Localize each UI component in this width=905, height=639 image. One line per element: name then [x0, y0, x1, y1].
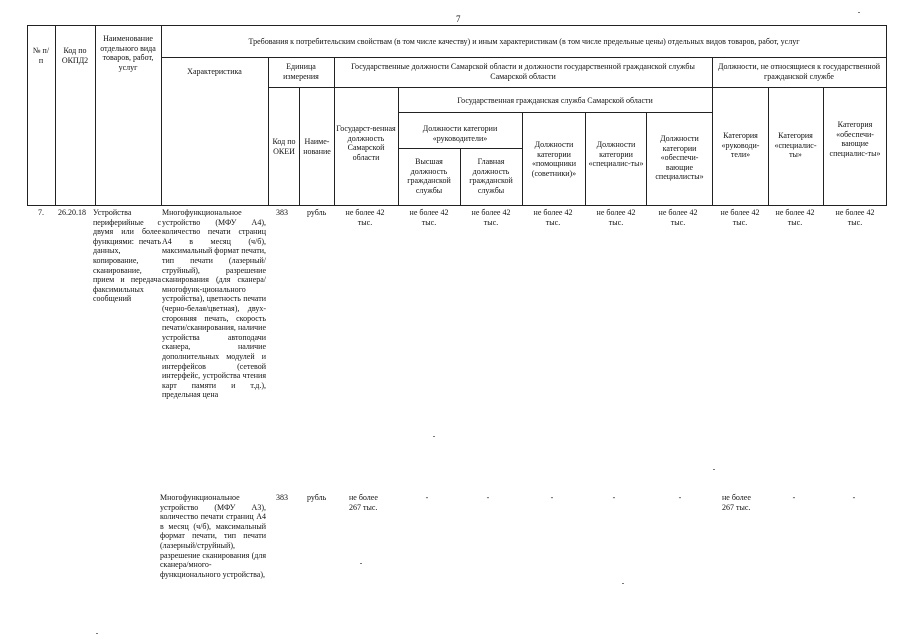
row-value-cat-specialists: - [792, 493, 796, 502]
col-border [460, 148, 461, 206]
header-unit-name: Наиме-нование [303, 137, 331, 156]
row-okei-code: 383 [276, 493, 288, 502]
table-border-top [27, 25, 887, 26]
header-num: № п/п [32, 46, 50, 65]
row-value-gov-position: не более 42 тыс. [345, 208, 385, 227]
col-border [646, 112, 647, 206]
col-border [398, 87, 399, 206]
row-item-name: Устройства периферийные с двумя или более функциями: печать данных, копирование, сканирование, прием и передача факсимильных сообщений [93, 208, 161, 304]
col-border [522, 112, 523, 206]
header-non-gov: Должности, не относящиеся к государственной гражданской службе [718, 62, 880, 81]
col-border [334, 57, 335, 206]
row-value-support: - [678, 493, 682, 502]
rule-unit-bottom [268, 87, 334, 88]
row-value-cat-support: - [852, 493, 856, 502]
col-border [585, 112, 586, 206]
row-value-highest: - [425, 493, 429, 502]
header-assistants: Должности категории «помощники (советники)» [531, 140, 577, 178]
header-unit-code: Код по ОКЕИ [272, 137, 296, 156]
row-value-gov-position: не более 267 тыс. [349, 493, 378, 512]
row-value-cat-leaders: не более 267 тыс. [722, 493, 751, 512]
header-gov-position-sam: Государст-венная должность Самарской области [336, 124, 396, 162]
header-okpd: Код по ОКПД2 [61, 46, 89, 65]
row-unit-name: рубль [307, 208, 327, 217]
row-characteristic: Многофункциональное устройство (МФУ А4), количество печати страниц А4 в месяц (ч/б), максимальный формат печати, тип печати (лазерный/струйный), разрешение сканирования (для сканера/многофунк-ционального устройства), цветность печати (черно-белая/цветная), двух-сторонняя печать, скорость печати/сканирования, наличие устройства автоподачи сканера, наличие дополнительных модулей и интерфейсов (сетевой интерфейс, устройства чтения карт памяти и т.д.), предельная цена [162, 208, 266, 400]
col-border-left [27, 25, 28, 206]
scan-speck [622, 583, 624, 584]
col-border [823, 87, 824, 206]
scan-speck [360, 563, 362, 564]
header-item-name: Наименование отдельного вида товаров, работ, услуг [100, 34, 156, 72]
page-number: 7 [456, 14, 461, 24]
row-okpd-code: 26.20.18 [58, 208, 86, 217]
scan-speck [858, 12, 860, 13]
row-value-assistants: не более 42 тыс. [533, 208, 573, 227]
header-highest-position: Высшая должность гражданской службы [407, 157, 451, 195]
header-specialists: Должности категории «специалис-ты» [588, 140, 644, 169]
row-number: 7. [38, 208, 44, 217]
rule-positions-bottom [334, 87, 887, 88]
row-value-cat-leaders: не более 42 тыс. [720, 208, 760, 227]
col-border [268, 57, 269, 206]
header-cat-specialists: Категория «специалис-ты» [774, 131, 817, 160]
scan-speck [713, 469, 715, 470]
row-value-main: - [486, 493, 490, 502]
row-value-highest: не более 42 тыс. [409, 208, 449, 227]
col-border-right [886, 25, 887, 206]
header-unit: Единица измерения [283, 62, 319, 81]
row-value-cat-support: не более 42 тыс. [835, 208, 875, 227]
row-okei-code: 383 [276, 208, 288, 217]
header-leaders-category: Должности категории «руководители» [422, 124, 498, 143]
rule-requirements-bottom [161, 57, 887, 58]
row-unit-name: рубль [307, 493, 327, 502]
header-cat-support: Категория «обеспечи-вающие специалис-ты» [829, 120, 881, 158]
col-border [95, 25, 96, 206]
rule-civil-service-bottom [398, 112, 712, 113]
row-value-cat-specialists: не более 42 тыс. [775, 208, 815, 227]
row-characteristic: Многофункциональное устройство (МФУ А3), количество печати страниц А4 в месяц (ч/б), максимальный формат печати, тип печати (лазерный/струйный), разрешение сканирования (для сканера/много-функционального устройства), [160, 493, 266, 579]
scan-speck [433, 436, 435, 437]
header-requirements: Требования к потребительским свойствам (в том числе качеству) и иным характеристикам (в том числе предельные цены) отдельных видов товаров, работ, услуг [248, 37, 800, 46]
col-border [161, 25, 162, 206]
row-value-main: не более 42 тыс. [471, 208, 511, 227]
row-value-specialists: - [612, 493, 616, 502]
header-main-position: Главная должность гражданской службы [469, 157, 513, 195]
col-border [55, 25, 56, 206]
header-cat-leaders: Категория «руководи-тели» [721, 131, 760, 160]
header-civil-service: Государственная гражданская служба Самарской области [457, 96, 653, 105]
row-value-specialists: не более 42 тыс. [596, 208, 636, 227]
row-value-assistants: - [550, 493, 554, 502]
row-value-support: не более 42 тыс. [658, 208, 698, 227]
table-header-bottom [27, 205, 887, 206]
header-support-specialists: Должности категории «обеспечи-вающие специалисты» [655, 134, 704, 182]
col-border [712, 57, 713, 206]
header-gov-positions: Государственные должности Самарской области и должности государственной гражданской службы Самарской области [351, 62, 695, 81]
header-characteristic: Характеристика [187, 67, 242, 76]
scan-speck [96, 633, 98, 634]
